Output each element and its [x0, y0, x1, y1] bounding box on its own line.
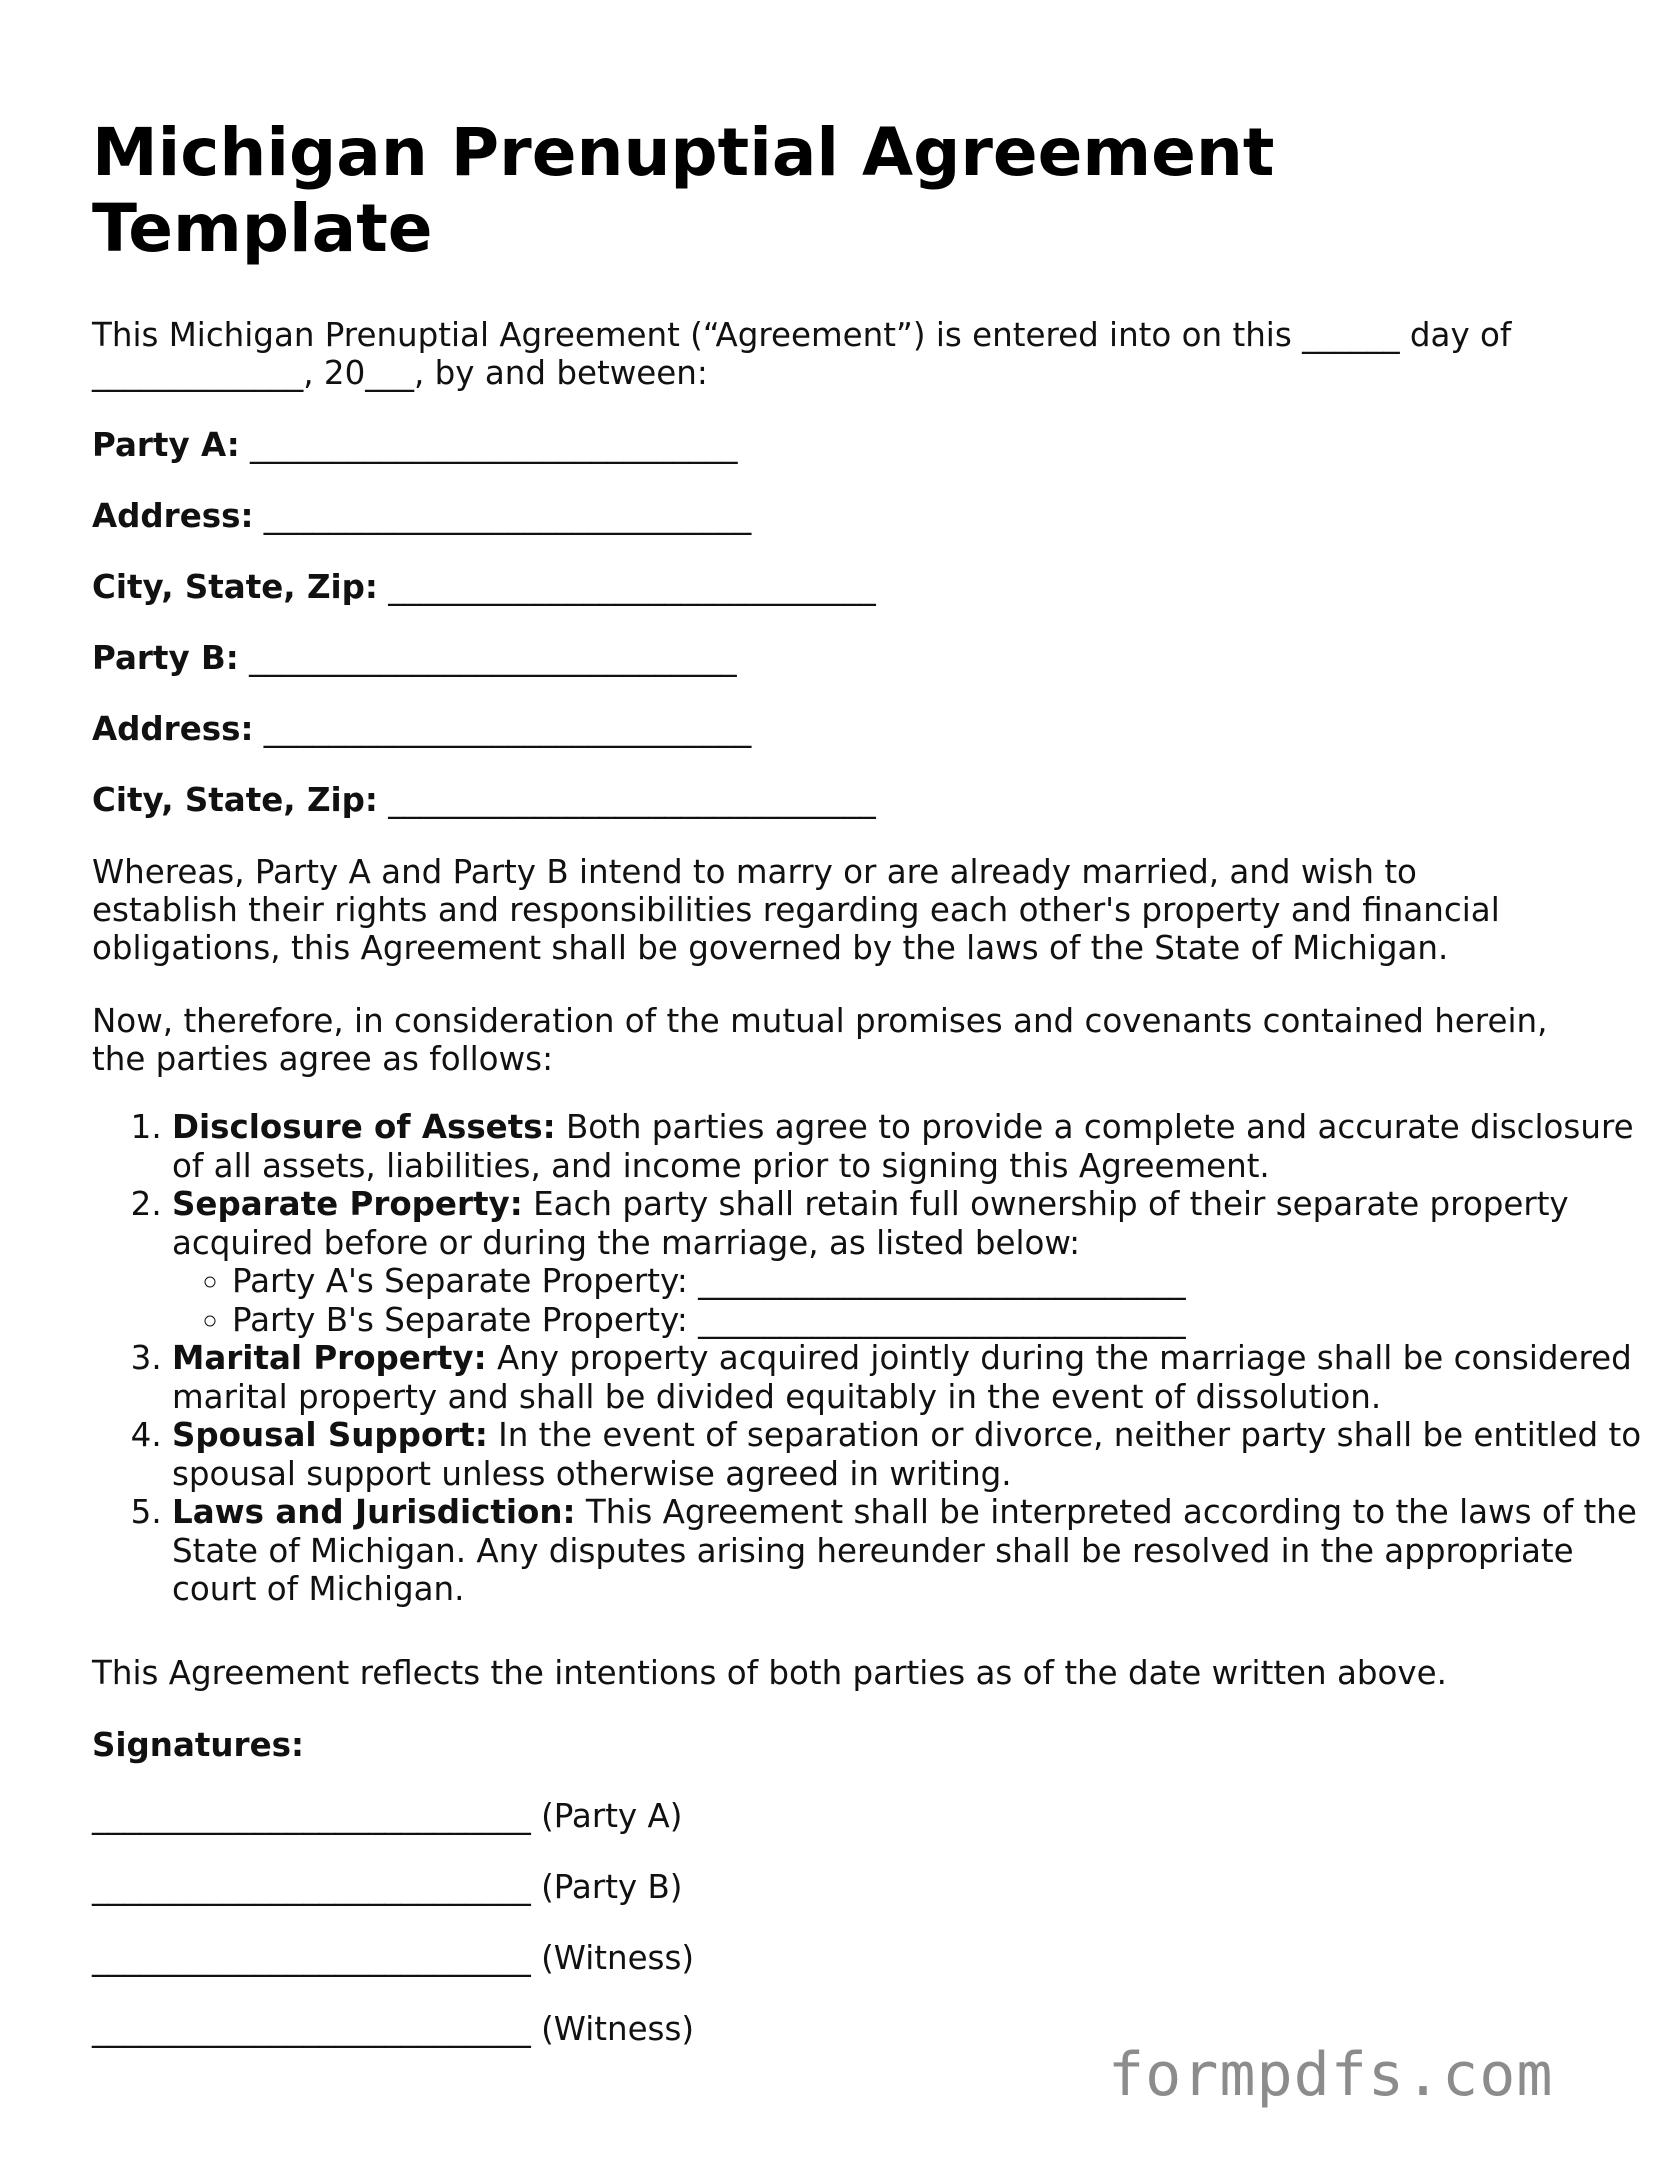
term-heading: Laws and Jurisdiction: — [172, 1493, 576, 1531]
party-a-city-state-zip-field — [92, 568, 876, 607]
term-item — [172, 1108, 1652, 1185]
term-item — [172, 1493, 1652, 1609]
whereas-line-2: establish their rights and responsibilities regarding each other's property and financial — [92, 891, 1500, 929]
term-item — [172, 1416, 1652, 1493]
signature-line-party-a — [92, 1797, 682, 1836]
term-heading: Separate Property: — [172, 1185, 523, 1223]
intro-line-1: This Michigan Prenuptial Agreement (“Agreement”) is entered into on this ______ day of — [92, 316, 1512, 354]
party-a-address-field — [92, 497, 751, 536]
signature-line-witness-1 — [92, 1939, 694, 1978]
term-heading: Disclosure of Assets: — [172, 1108, 556, 1146]
party-a-field — [92, 426, 738, 465]
signature-role: (Witness) — [541, 1939, 695, 1977]
signature-blank: ___________________________ — [92, 1868, 531, 1906]
term-text: This Agreement shall be interpreted according to the laws of the State of Michigan. Any disputes arising hereunder shall be resolved in the appropriate court of Michigan. — [172, 1493, 1637, 1608]
field-label: Party B: — [92, 639, 239, 677]
separate-property-list — [172, 1262, 1652, 1339]
signatures-heading: Signatures: — [92, 1726, 304, 1764]
field-blank: ______________________________ — [388, 781, 876, 819]
field-label: Party A: — [92, 426, 240, 464]
document-title: Michigan Prenuptial Agreement Template — [92, 114, 1275, 267]
field-label: Address: — [92, 710, 254, 748]
signature-blank: ___________________________ — [92, 1797, 531, 1835]
sub-item: ◦ Party B's Separate Property: ______________________________ — [232, 1301, 1652, 1340]
signature-blank: ___________________________ — [92, 2010, 531, 2048]
term-text: Both parties agree to provide a complete and accurate disclosure of all assets, liabilities, and income prior to signing this Agreement. — [172, 1108, 1634, 1185]
agreement-terms-list — [92, 1108, 1652, 1609]
field-blank: ______________________________ — [263, 710, 752, 748]
whereas-line-3: obligations, this Agreement shall be governed by the laws of the State of Michigan. — [92, 929, 1449, 967]
intro-line-2: _____________, 20___, by and between: — [92, 354, 708, 392]
term-heading: Spousal Support: — [172, 1416, 488, 1454]
signature-role: (Party A) — [541, 1797, 683, 1835]
closing-statement: This Agreement reflects the intentions of both parties as of the date written above. — [92, 1654, 1447, 1692]
field-blank: ______________________________ — [250, 426, 738, 464]
party-b-address-field — [92, 710, 751, 749]
signature-blank: ___________________________ — [92, 1939, 531, 1977]
field-blank: ______________________________ — [388, 568, 876, 606]
now-therefore-line-2: the parties agree as follows: — [92, 1040, 554, 1078]
sub-item: ◦ Party A's Separate Property: ______________________________ — [232, 1262, 1652, 1301]
party-b-field — [92, 639, 737, 678]
signature-line-party-b — [92, 1868, 682, 1907]
signature-role: (Witness) — [541, 2010, 695, 2048]
field-label: Address: — [92, 497, 254, 535]
field-blank: ______________________________ — [263, 497, 752, 535]
now-therefore-line-1: Now, therefore, in consideration of the mutual promises and covenants contained herein, — [92, 1002, 1548, 1040]
term-heading: Marital Property: — [172, 1339, 487, 1377]
term-item — [172, 1339, 1652, 1416]
term-text: In the event of separation or divorce, neither party shall be entitled to spousal support unless otherwise agreed in writing. — [172, 1416, 1642, 1493]
party-b-city-state-zip-field — [92, 781, 876, 820]
term-text: Each party shall retain full ownership of their separate property acquired before or during the marriage, as listed below: — [172, 1185, 1569, 1262]
whereas-line-1: Whereas, Party A and Party B intend to marry or are already married, and wish to — [92, 853, 1417, 891]
term-text: Any property acquired jointly during the marriage shall be considered marital property and shall be divided equitably in the event of dissolution. — [172, 1339, 1632, 1416]
signature-line-witness-2 — [92, 2010, 694, 2049]
field-label: City, State, Zip: — [92, 781, 378, 819]
field-blank: ______________________________ — [249, 639, 737, 677]
field-label: City, State, Zip: — [92, 568, 378, 606]
site-watermark: formpdfs.com — [1108, 2040, 1554, 2110]
signature-role: (Party B) — [541, 1868, 683, 1906]
term-item — [172, 1185, 1652, 1339]
